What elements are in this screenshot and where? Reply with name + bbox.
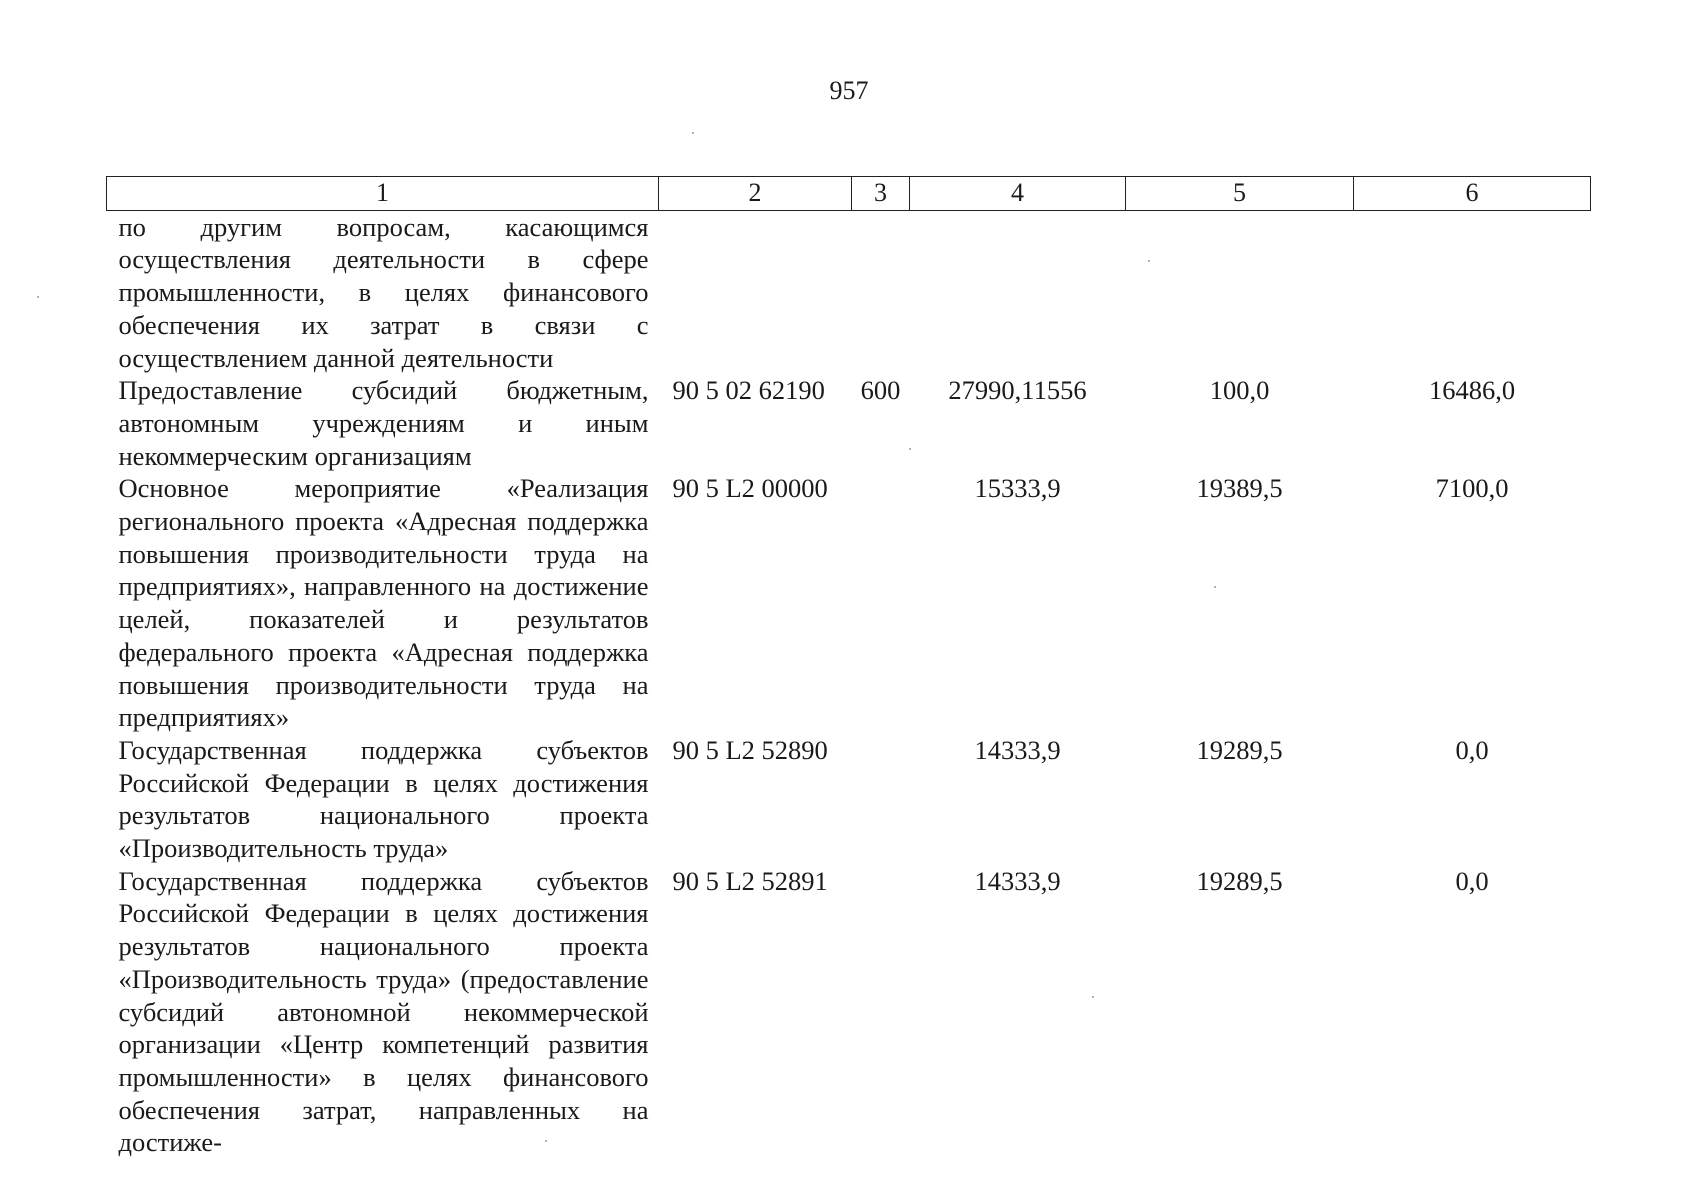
scan-speck	[1148, 260, 1150, 262]
table-row	[107, 472, 1591, 734]
scan-speck	[909, 448, 911, 450]
table-row	[107, 865, 1591, 1159]
row-value-6: 0,0	[1455, 865, 1489, 896]
row-type	[852, 472, 910, 734]
row-value-5	[1126, 210, 1354, 374]
scan-speck	[1214, 586, 1216, 588]
scan-speck	[692, 132, 694, 134]
row-value-5: 100,0	[1209, 375, 1270, 406]
table-header-row	[107, 177, 1591, 211]
header-col-3: 3	[852, 177, 910, 211]
scan-speck	[545, 1140, 547, 1142]
row-type	[852, 734, 910, 865]
table-row	[107, 374, 1591, 472]
row-value-6: 7100,0	[1435, 473, 1509, 504]
header-col-1: 1	[107, 177, 659, 211]
row-value-4: 14333,9	[974, 734, 1061, 765]
row-type	[852, 210, 910, 374]
row-code: 90 5 02 62190	[672, 375, 825, 406]
row-code: 90 5 L2 00000	[672, 473, 828, 504]
table-row	[107, 210, 1591, 374]
row-code: 90 5 L2 52890	[672, 734, 828, 765]
page-number: 957	[829, 76, 869, 105]
header-col-4: 4	[910, 177, 1126, 211]
table-row	[107, 734, 1591, 865]
header-col-5: 5	[1126, 177, 1354, 211]
row-value-5: 19289,5	[1196, 734, 1283, 765]
row-name: Государственная поддержка субъектов Российской Федерации в целях достижения результатов национального проекта «Производительность труда»	[118, 734, 649, 864]
row-type: 600	[860, 375, 901, 406]
row-value-4: 15333,9	[974, 473, 1061, 504]
row-type	[852, 865, 910, 1159]
row-name: по другим вопросам, касающимся осуществления деятельности в сфере промышленности, в целях финансового обеспечения их затрат в связи с осуществлением данной деятельности	[118, 211, 649, 373]
row-value-4: 27990,11556	[948, 375, 1087, 406]
scan-speck	[37, 296, 39, 298]
row-value-4: 14333,9	[974, 865, 1061, 896]
budget-table	[106, 176, 1591, 1159]
row-value-5: 19289,5	[1196, 865, 1283, 896]
row-value-6: 0,0	[1455, 734, 1489, 765]
row-value-6	[1354, 210, 1591, 374]
scan-speck	[1092, 996, 1094, 998]
header-col-6: 6	[1354, 177, 1591, 211]
row-value-5: 19389,5	[1196, 473, 1283, 504]
header-col-2: 2	[659, 177, 852, 211]
row-value-4	[910, 210, 1126, 374]
row-name: Государственная поддержка субъектов Российской Федерации в целях достижения результатов национального проекта «Производительность труда» (предоставление субсидий автономной некоммерческой организации «Центр компетенций развития промышленности» в целях финансового обеспечения затрат, направленных на достиже-	[118, 865, 649, 1158]
row-code: 90 5 L2 52891	[672, 865, 828, 896]
row-value-6: 16486,0	[1428, 375, 1516, 406]
row-name: Основное мероприятие «Реализация регионального проекта «Адресная поддержка повышения производительности труда на предприятиях», направленного на достижение целей, показателей и результатов федерального проекта «Адресная поддержка повышения производительности труда на предприятиях»	[118, 473, 649, 733]
row-code	[659, 210, 852, 374]
row-name: Предоставление субсидий бюджетным, автономным учреждениям и иным некоммерческим организациям	[118, 375, 649, 471]
